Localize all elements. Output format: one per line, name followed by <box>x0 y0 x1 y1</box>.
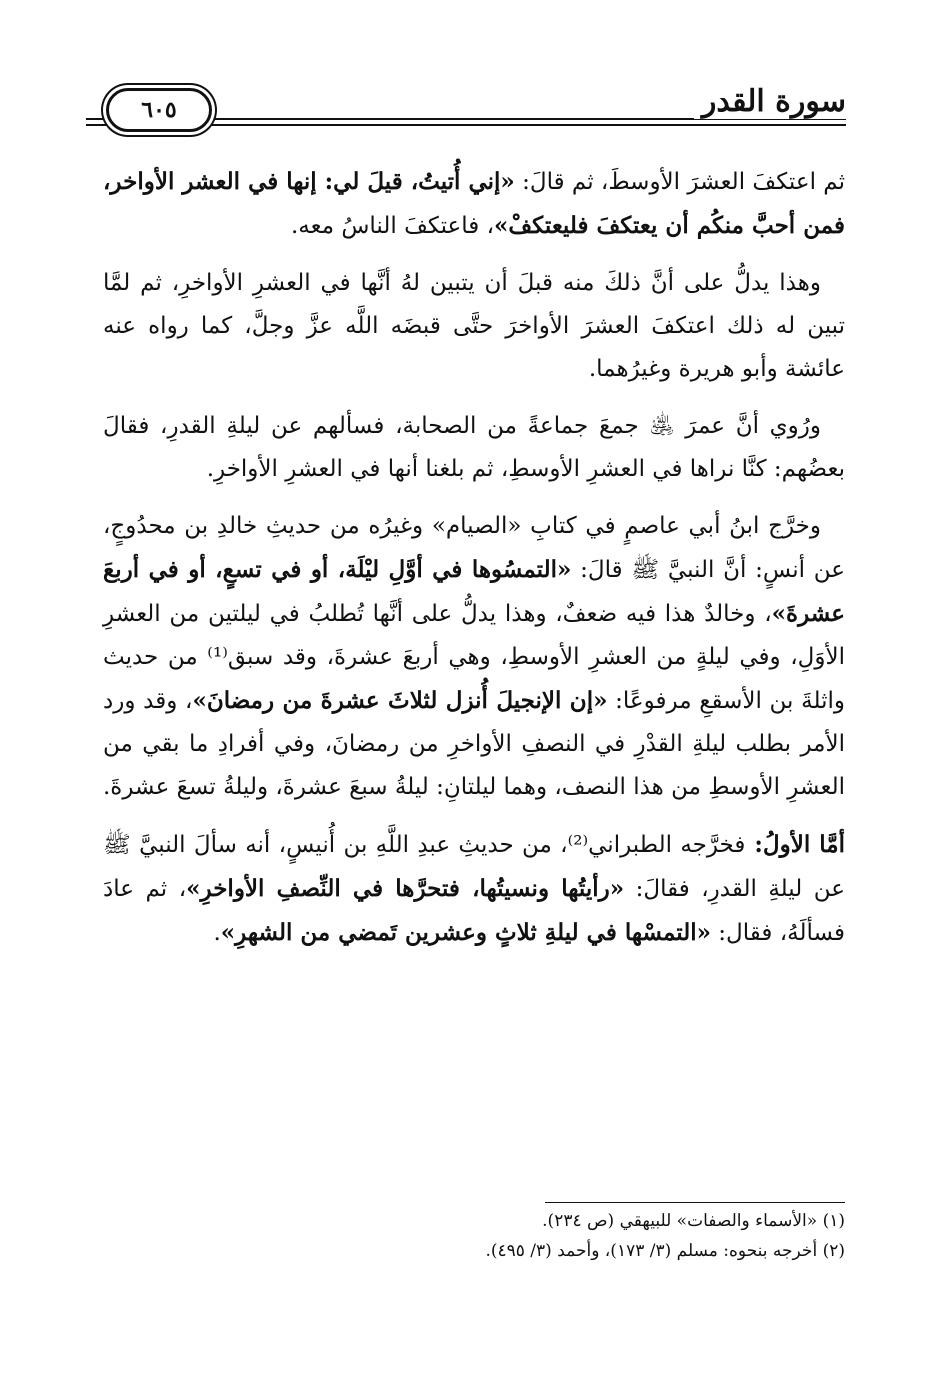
text-run: ورُوي أنَّ عمرَ ﵁ جمعَ جماعةً من الصحابة، فسألهم عن ليلةِ القدرِ، فقالَ بعضُهم: كنَّا نراها في العشرِ الأوسطِ، ثم بلغنا أنها في العشرِ الأواخرِ. <box>103 413 845 482</box>
hadith-quote: «إني أُتيتُ، قيلَ لي: إنها في العشر الأواخر، فمن أحبَّ منكُم أن يعتكفَ فليعتكفْ» <box>103 168 845 239</box>
text-run: ، ثم عادَ فسألَهُ، فقال: <box>103 876 845 946</box>
text-run: ، فاعتكفَ الناسُ معه. <box>290 213 494 239</box>
footnote-rule <box>545 1202 845 1203</box>
text-run: وهذا يدلُّ على أنَّ ذلكَ منه قبلَ أن يتبين لهُ أنَّها في العشرِ الأواخرِ، ثم لمَّا تبين له ذلك اعتكفَ العشرَ الأواخرَ حتَّى قبضَه اللَّه عزَّ وجلَّ، كما رواه عنه عائشة وأبو هريرة وغيرُهما. <box>103 270 845 382</box>
page-body <box>103 160 845 969</box>
paragraph <box>103 405 845 491</box>
footnotes <box>103 1206 845 1266</box>
hadith-quote: «التمسْها في ليلةِ ثلاثٍ وعشرين تَمضي من الشهرِ» <box>220 919 711 946</box>
text-run: فخرَّجه الطبراني⁽²⁾، من حديثِ عبدِ اللَّهِ بن أُنيسٍ، أنه سألَ النبيَّ ﷺ عن ليلةِ القدرِ، فقالَ: <box>103 832 845 902</box>
paragraph <box>103 505 845 809</box>
paragraph <box>103 160 845 248</box>
page-number-badge <box>106 88 212 132</box>
text-run: . <box>213 920 221 946</box>
footnote: (٢) أخرجه بنحوه: مسلم (٣/ ١٧٣)، وأحمد (٣/ ٤٩٥). <box>485 1241 845 1261</box>
paragraph <box>103 823 845 955</box>
text-run: ، وخالدٌ هذا فيه ضعفٌ، وهذا يدلُّ على أنَّها تُطلبُ في ليلتين من العشرِ الأوَلِ، وفي ليلةٍ من العشرِ الأوسطِ، وهي أربعَ عشرةَ، وقد سبق⁽¹⁾ من حديث واثلةَ بن الأسقعِ مرفوعًا: <box>103 601 845 714</box>
text-run: وخرَّج ابنُ أبي عاصمٍ في كتابِ «الصيام» وغيرُه من حديثِ خالدِ بن محدُوجٍ، عن أنسٍ: أنَّ النبيَّ ﷺ قالَ: <box>103 513 845 583</box>
text-run: ثم اعتكفَ العشرَ الأوسطَ، ثم قالَ: <box>514 169 845 195</box>
surah-title: سورة القدر <box>694 84 846 119</box>
section-lead: أمَّا الأولُ: <box>745 831 845 858</box>
hadith-quote: «رأيتُها ونسيتُها، فتحرَّها في النِّصفِ الأواخرِ» <box>186 875 625 902</box>
page-number: ٦٠٥ <box>141 97 177 123</box>
hadith-quote: «التمسُوها في أوَّلِ ليْلَة، أو في تسعٍ، أو في أربعَ عشرةَ» <box>103 556 845 627</box>
page-header <box>86 70 846 132</box>
paragraph <box>103 262 845 391</box>
text-run: ، وقد ورد الأمر بطلب ليلةِ القدْرِ في النصفِ الأواخرِ من رمضانَ، وفي أفرادِ ما بقي من العشرِ الأوسطِ من هذا النصف، وهما ليلتانِ: ليلةُ سبعَ عشرةَ، وليلةُ تسعَ عشرةَ. <box>103 688 845 800</box>
footnote: (١) «الأسماء والصفات» للبيهقي (ص ٢٣٤). <box>542 1211 845 1231</box>
hadith-quote: «إن الإنجيلَ أُنزل لثلاثَ عشرةَ من رمضانَ» <box>192 687 608 714</box>
